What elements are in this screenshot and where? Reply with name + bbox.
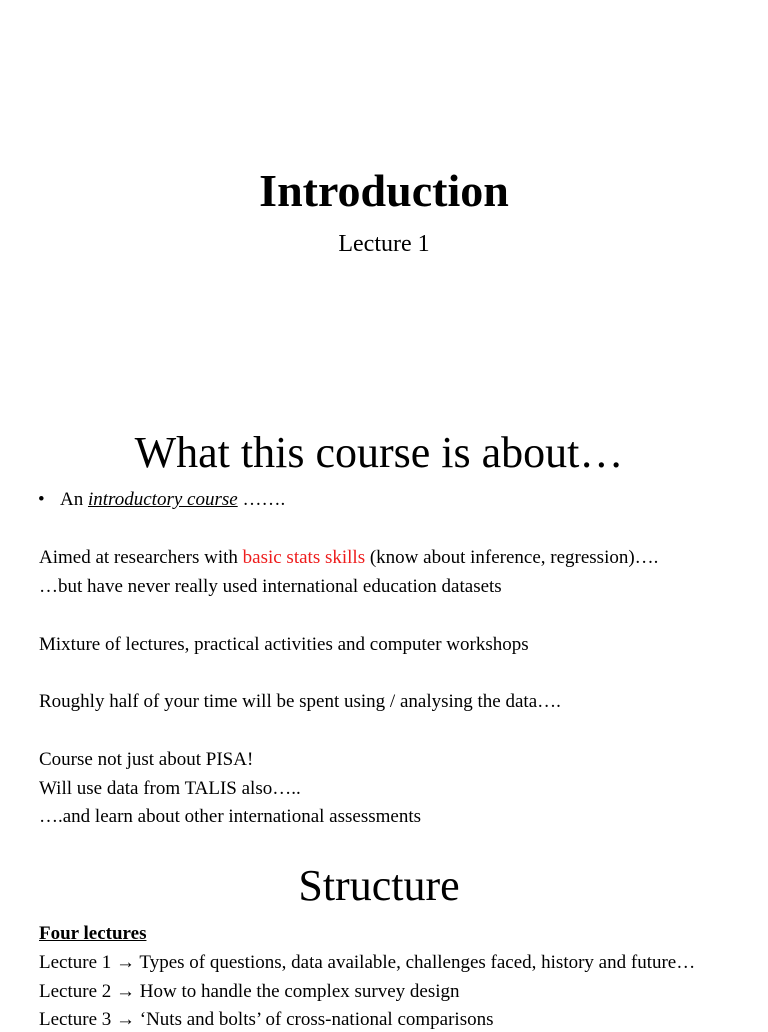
never-used-line: …but have never really used international education datasets (39, 576, 502, 597)
other-assessments-line: ….and learn about other international assessments (39, 806, 422, 827)
half-time-line: Roughly half of your time will be spent using / analysing the data…. (39, 691, 561, 712)
title-slide (0, 0, 768, 400)
lecture-1-line: Lecture 1 → Types of questions, data available, challenges faced, history and future… (39, 952, 696, 973)
introductory-course-emphasis: introductory course (87, 489, 238, 510)
basic-stats-highlight: basic stats skills (242, 547, 366, 568)
talis-line: Will use data from TALIS also….. (39, 778, 301, 799)
bullet-suffix: ……. (237, 489, 286, 510)
bullet-introductory (38, 488, 285, 512)
structure-heading: Structure (298, 861, 460, 910)
lecture-2-line: Lecture 2 → How to handle the complex survey design (39, 981, 460, 1002)
bullet-marker: • (38, 489, 45, 510)
slide-subtitle: Lecture 1 (338, 231, 430, 257)
aimed-prefix: Aimed at researchers with (39, 547, 243, 568)
four-lectures-subheading: Four lectures (39, 923, 147, 944)
about-heading: What this course is about… (134, 428, 624, 477)
mixture-line: Mixture of lectures, practical activities and computer workshops (39, 634, 529, 655)
lecture-3-line: Lecture 3 → ‘Nuts and bolts’ of cross-national comparisons (39, 1009, 494, 1030)
aimed-line (39, 546, 658, 570)
bullet-prefix: An (60, 489, 88, 510)
aimed-suffix: (know about inference, regression)…. (365, 547, 659, 568)
slide-title: Introduction (259, 165, 509, 216)
pisa-line: Course not just about PISA! (39, 749, 254, 770)
